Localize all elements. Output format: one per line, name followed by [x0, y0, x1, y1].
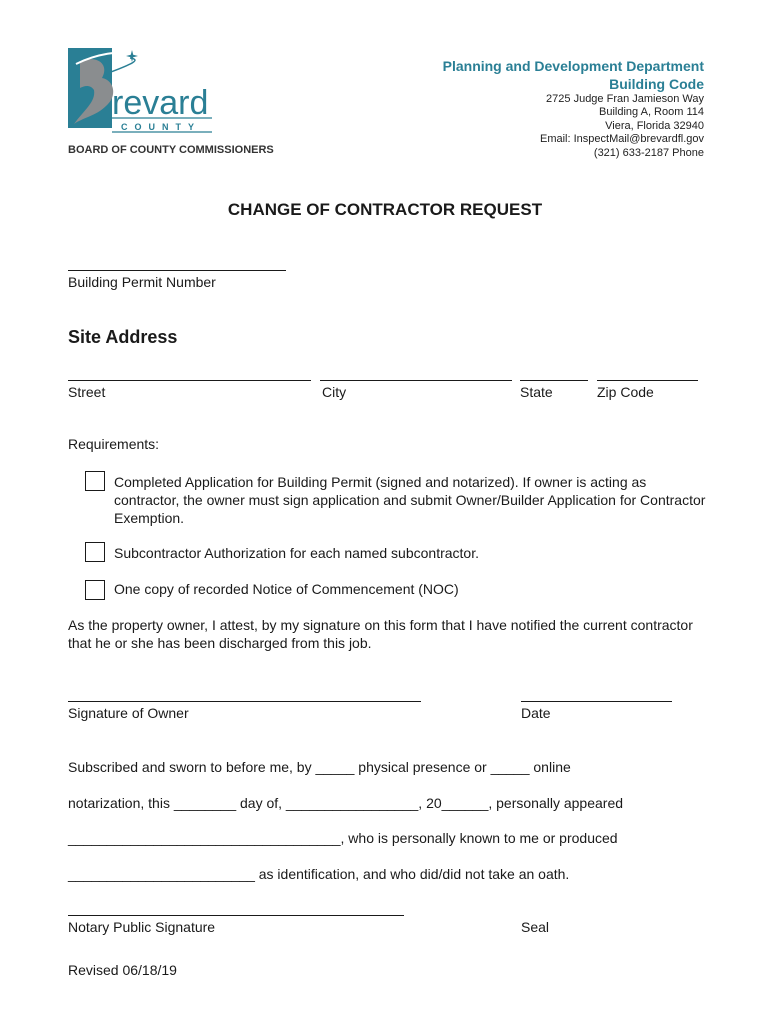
date-label: Date — [521, 705, 551, 721]
logo-county: COUNTY — [121, 122, 201, 132]
permit-number-label: Building Permit Number — [68, 274, 216, 290]
requirement-checkbox-application[interactable] — [85, 471, 105, 491]
city-label: City — [322, 384, 347, 400]
department-info — [443, 57, 704, 160]
requirement-application-text: Completed Application for Building Permit (signed and notarized). If owner is acting as contractor, the owner must sign application and submit Owner/Builder Application for Contractor Exemption. — [114, 474, 706, 526]
form-title: CHANGE OF CONTRACTOR REQUEST — [227, 200, 543, 219]
zip-field[interactable] — [597, 380, 698, 381]
permit-number-field[interactable] — [68, 270, 286, 271]
phone-line: (321) 633-2187 Phone — [593, 146, 704, 159]
site-address-heading: Site Address — [68, 327, 178, 347]
city-field[interactable] — [320, 380, 512, 381]
notary-signature-field[interactable] — [68, 915, 404, 916]
address-line: Viera, Florida 32940 — [605, 119, 704, 132]
state-label: State — [520, 384, 553, 400]
notary-text-line: ________________________ as identification, and who did/did not take an oath. — [68, 866, 570, 882]
board-label: BOARD OF COUNTY COMMISSIONERS — [68, 144, 274, 156]
department-name: Planning and Development Department — [442, 58, 704, 74]
zip-label: Zip Code — [597, 384, 654, 400]
address-line: Building A, Room 114 — [599, 106, 704, 119]
owner-signature-field[interactable] — [68, 701, 421, 702]
attestation-text: As the property owner, I attest, by my signature on this form that I have notified the current contractor that he or she has been discharged from this job. — [68, 617, 693, 651]
state-field[interactable] — [520, 380, 588, 381]
notary-text-line: ___________________________________, who is personally known to me or produced — [68, 830, 618, 846]
requirements-label: Requirements: — [68, 436, 160, 452]
street-field[interactable] — [68, 380, 311, 381]
requirement-checkbox-subcontractor[interactable] — [85, 542, 105, 562]
notary-text-line: Subscribed and sworn to before me, by _____ physical presence or _____ online — [68, 759, 571, 775]
seal-label: Seal — [521, 919, 550, 935]
requirement-checkbox-noc[interactable] — [85, 580, 105, 600]
address-line: 2725 Judge Fran Jamieson Way — [546, 93, 704, 105]
logo-wordmark: revard — [112, 84, 209, 122]
notary-text-line: notarization, this ________ day of, _________________, 20______, personally appeared — [68, 795, 624, 811]
requirement-subcontractor-text: Subcontractor Authorization for each named subcontractor. — [114, 545, 479, 561]
email-line: Email: InspectMail@brevardfl.gov — [539, 133, 704, 146]
revision-date: Revised 06/18/19 — [68, 962, 177, 978]
street-label: Street — [68, 384, 106, 400]
requirement-noc-text: One copy of recorded Notice of Commencement (NOC) — [114, 581, 459, 597]
owner-date-field[interactable] — [521, 701, 672, 702]
owner-signature-label: Signature of Owner — [68, 705, 189, 721]
notary-signature-label: Notary Public Signature — [68, 919, 216, 935]
department-division: Building Code — [609, 76, 704, 92]
